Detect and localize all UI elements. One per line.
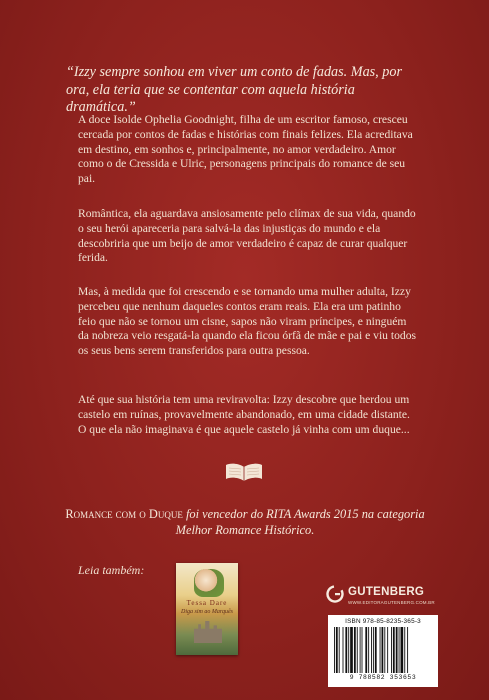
barcode-bar xyxy=(357,627,358,673)
barcode-bar xyxy=(365,627,367,673)
barcode-bar xyxy=(334,627,335,673)
isbn-barcode xyxy=(328,615,438,687)
barcode-bar xyxy=(343,627,344,673)
award-text: foi vencedor do RITA Awards 2015 na categoria Melhor Romance Histórico. xyxy=(175,507,425,537)
barcode-bar xyxy=(391,627,392,673)
barcode-bar xyxy=(401,627,404,673)
barcode-bar xyxy=(393,627,395,673)
barcode-bar xyxy=(373,627,374,673)
cover-figure-image xyxy=(194,569,224,597)
barcode-bar xyxy=(350,627,353,673)
synopsis-paragraph-4: Até que sua história tem uma reviravolta: Izzy descobre que herdou um castelo em ruínas, provavelmente abandonado, em uma cidade distante. O que ela não imaginava é que aquele castelo já vinha com um duque... xyxy=(78,393,410,436)
publisher-logo xyxy=(326,583,436,609)
barcode-bar xyxy=(399,627,400,673)
barcode-bar xyxy=(368,627,369,673)
barcode-bar xyxy=(375,627,377,673)
publisher-url: WWW.EDITORAGUTENBERG.COM.BR xyxy=(348,600,435,605)
isbn-label: ISBN 978-85-8235-365-3 xyxy=(345,618,421,625)
barcode-bar xyxy=(345,627,347,673)
barcode-bar xyxy=(382,627,384,673)
barcode-bar xyxy=(407,627,408,673)
thumbnail-author: Tessa Dare xyxy=(186,599,228,607)
barcode-bar xyxy=(354,627,356,673)
open-book-icon xyxy=(224,461,264,483)
barcode-bar xyxy=(396,627,398,673)
award-book-title: Romance com o Duque xyxy=(65,507,183,521)
also-read-label: Leia também: xyxy=(78,563,145,577)
barcode-bar xyxy=(362,627,363,673)
barcode-bar xyxy=(404,627,405,673)
barcode-bar xyxy=(339,627,340,673)
award-statement xyxy=(60,506,430,538)
barcode-bar xyxy=(348,627,349,673)
synopsis-paragraph-1: A doce Isolde Ophelia Goodnight, filha de um escritor famoso, cresceu cercada por contos de fadas e histórias com finais felizes. Ela acreditava em destino, em sonhos e, principalmente, no amor verdadeiro. Amor como o de Cressida e Ulric, personagens principais do romance de seu pai. xyxy=(78,113,413,186)
barcode-digits: 9 788582 353653 xyxy=(349,674,417,681)
barcode-bars-graphic xyxy=(332,627,434,673)
barcode-bar xyxy=(380,627,381,673)
synopsis-paragraph-3: Mas, à medida que foi crescendo e se tornando uma mulher adulta, Izzy percebeu que nenhum daqueles contos eram reais. Ela era um patinho feio que não se tornou um cisne, sapos não viram príncipes, e ninguém da nobreza veio resgatá-la quando ela ficou órfã de mãe e pai e viu todos os seus bens serem transferidos para outra pessoa. xyxy=(78,285,417,358)
opening-quote: “Izzy sempre sonhou em viver um conto de fadas. Mas, por ora, ela teria que se contentar com aquela história dramática.” xyxy=(66,64,402,115)
thumbnail-title: Diga sim ao Marquês xyxy=(181,609,233,615)
barcode-bar xyxy=(371,627,372,673)
barcode-bar xyxy=(336,627,338,673)
gutenberg-logo-icon xyxy=(326,585,344,603)
barcode-bar xyxy=(384,627,385,673)
castle-illustration xyxy=(194,621,222,643)
publisher-name: GUTENBERG xyxy=(348,586,425,598)
barcode-bar xyxy=(387,627,388,673)
barcode-bar xyxy=(360,627,361,673)
also-read-book-thumbnail xyxy=(176,563,238,655)
synopsis-paragraph-2: Romântica, ela aguardava ansiosamente pelo clímax de sua vida, quando o seu herói apareceria para salvá-la das injustiças do mundo e ela descobriria que um beijo de amor verdadeiro é capaz de curar qualquer ferida. xyxy=(78,207,416,265)
